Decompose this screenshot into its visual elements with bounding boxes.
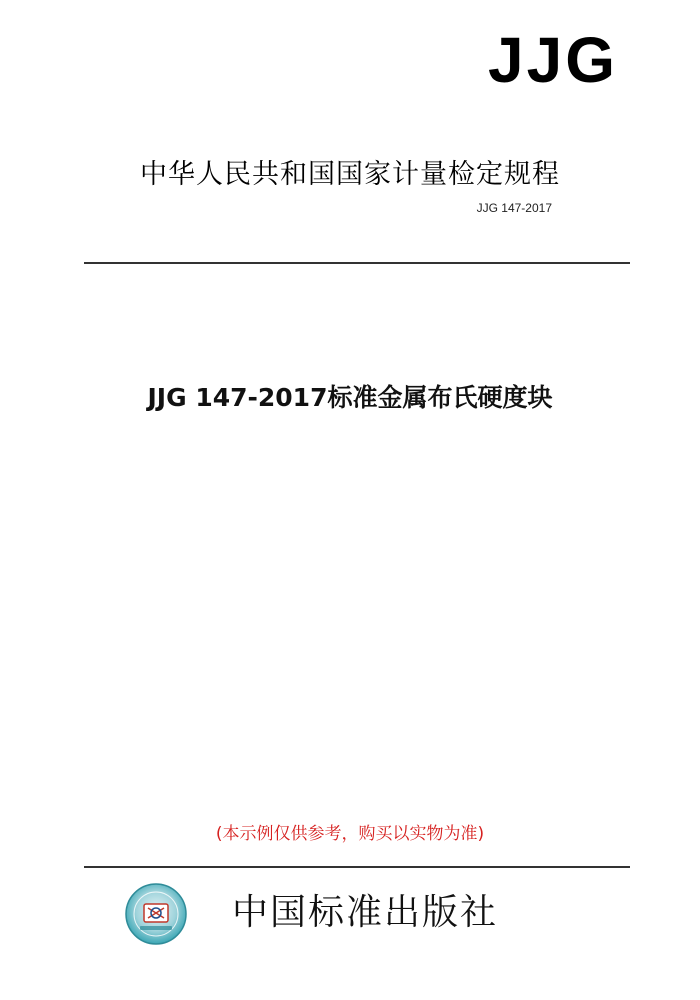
document-title: JJG 147-2017标准金属布氏硬度块 xyxy=(147,383,553,412)
top-divider xyxy=(84,262,630,264)
standard-type-heading: 中华人民共和国国家计量检定规程 xyxy=(140,159,560,190)
standard-code: JJG 147-2017 xyxy=(476,201,552,215)
sample-notice: (本示例仅供参考，购买以实物为准) xyxy=(215,824,485,844)
bottom-divider xyxy=(84,866,630,868)
series-logo: JJG xyxy=(488,24,618,96)
publisher-seal-icon xyxy=(124,882,188,946)
publisher-name: 中国标准出版社 xyxy=(232,892,499,933)
